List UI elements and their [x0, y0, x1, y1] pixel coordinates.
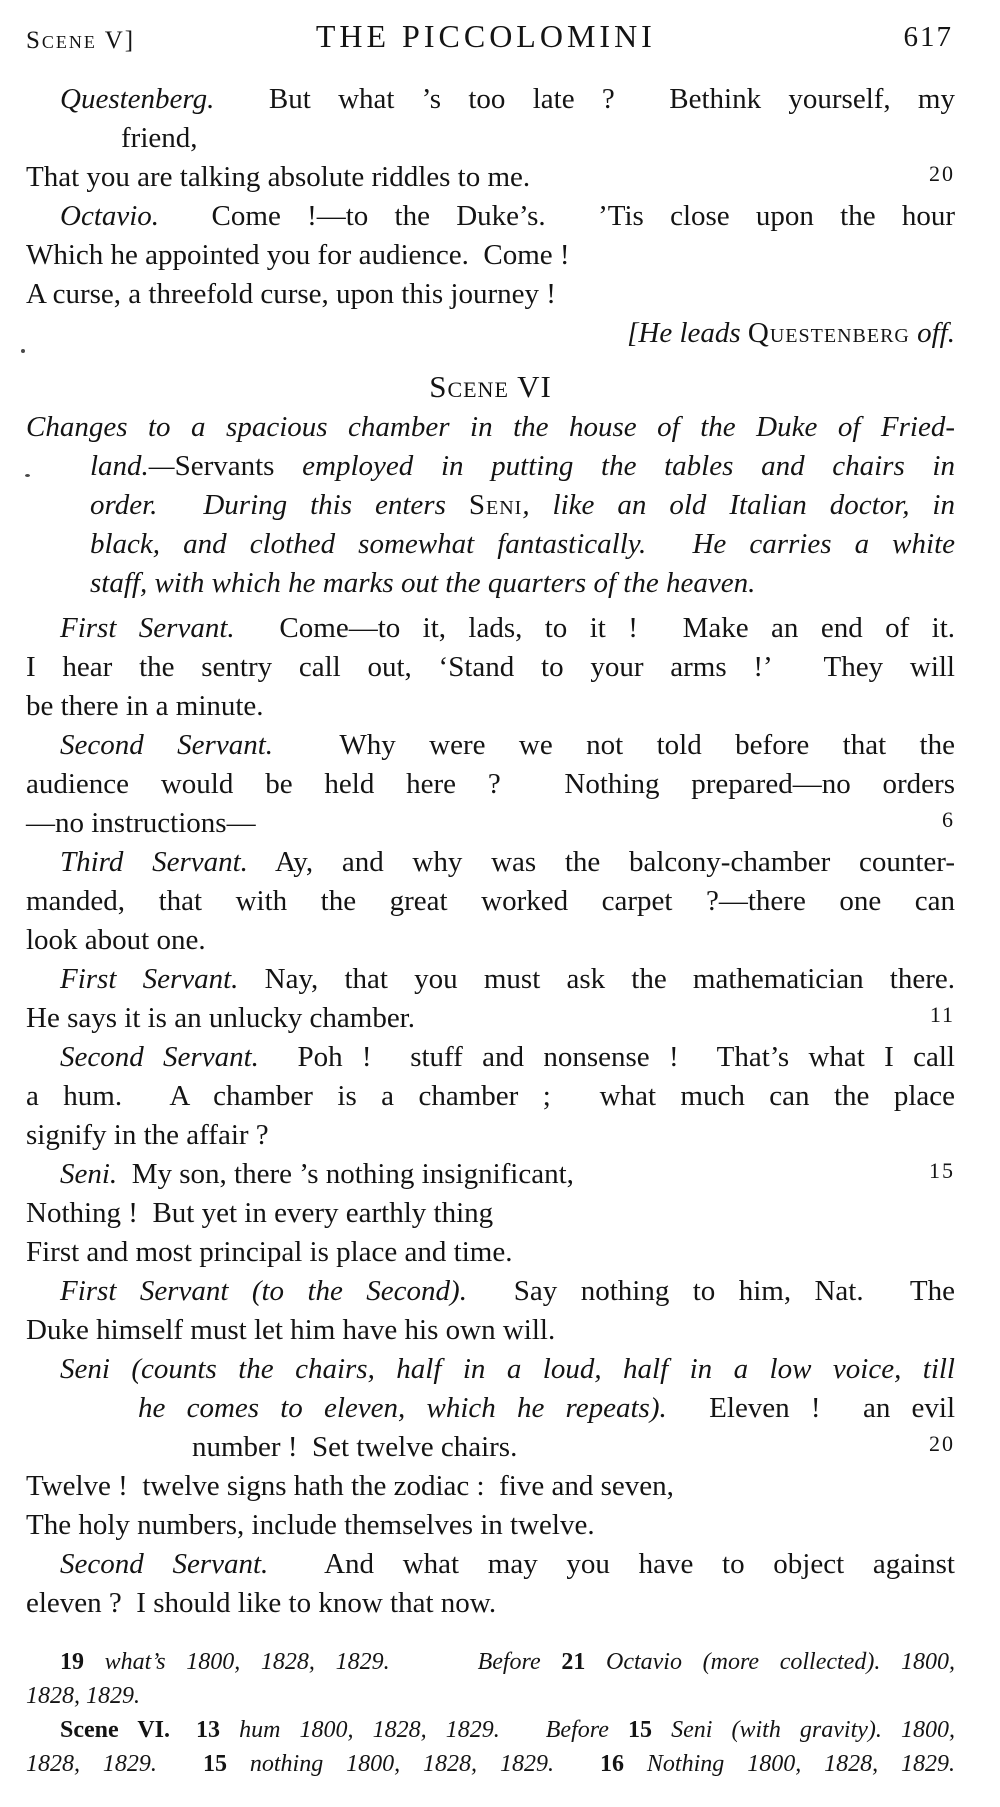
- critical-apparatus: [26, 1645, 955, 1781]
- verse-line: [26, 275, 955, 314]
- text-segment: First Servant.: [60, 612, 235, 644]
- text-segment: 16: [599, 1751, 647, 1777]
- text-segment: Third Servant.: [60, 846, 248, 878]
- text-segment: Second Servant.: [60, 1041, 259, 1073]
- verse-line-number: 6: [942, 807, 955, 832]
- play-text-block: [26, 80, 955, 1623]
- stage-direction-line: [90, 447, 955, 486]
- verse-line: [60, 609, 955, 648]
- footnote-gap: [390, 1668, 478, 1669]
- verse-line: [26, 1506, 955, 1545]
- verse-line: [26, 1077, 955, 1116]
- footnote-line: [26, 1747, 955, 1781]
- text-segment: Come—to it, lads, to it ! Make an end of it.: [234, 612, 955, 644]
- text-segment: 1828, 1829.: [26, 1751, 157, 1777]
- text-segment: First Servant.: [60, 963, 239, 995]
- text-segment: he comes to eleven, which he repeats).: [138, 1392, 667, 1424]
- stage-direction-line: [90, 486, 955, 525]
- footnote-gap: [554, 1770, 600, 1771]
- verse-line: [26, 999, 955, 1038]
- text-segment: Duke himself must let him have his own will.: [26, 1314, 556, 1346]
- verse-line: [60, 80, 955, 119]
- verse-line: [138, 1389, 955, 1428]
- text-segment: The holy numbers, include themselves in twelve.: [26, 1509, 595, 1541]
- text-segment: Twelve ! twelve signs hath the zodiac : five and seven,: [26, 1470, 674, 1502]
- text-segment: signify in the affair ?: [26, 1119, 269, 1151]
- page-number: 617: [903, 21, 953, 53]
- text-segment: nothing 1800, 1828, 1829.: [249, 1751, 554, 1777]
- text-segment: A curse, a threefold curse, upon this journey !: [26, 278, 556, 310]
- text-segment: Come !—to the Duke’s. ’Tis close upon the hour: [159, 200, 955, 232]
- text-segment: Ay, and why was the balcony-chamber counter-: [247, 846, 956, 878]
- text-segment: off.: [909, 317, 955, 349]
- verse-line: [60, 1038, 955, 1077]
- text-segment: Scene VI.: [60, 1717, 170, 1743]
- text-segment: 15: [202, 1751, 250, 1777]
- text-segment: look about one.: [26, 924, 206, 956]
- footnote-gap: [170, 1736, 196, 1737]
- verse-line: [60, 197, 955, 236]
- verse-line: [26, 1194, 955, 1233]
- verse-line-number: 20: [929, 161, 955, 186]
- stage-direction-line: [26, 408, 955, 447]
- text-segment: order. During this enters: [90, 489, 469, 521]
- text-segment: what’s 1800, 1828, 1829.: [104, 1649, 390, 1675]
- text-segment: number ! Set twelve chairs.: [192, 1431, 518, 1463]
- scan-speck: [21, 349, 25, 353]
- running-header: [26, 18, 955, 56]
- verse-line-number: 15: [929, 1158, 955, 1183]
- text-segment: Say nothing to him, Nat. The: [466, 1275, 955, 1307]
- text-segment: Octavio (more collected). 1800,: [606, 1649, 955, 1675]
- verse-line: [26, 648, 955, 687]
- verse-line: [26, 687, 955, 726]
- scan-speck: [25, 474, 30, 477]
- verse-line: [26, 1467, 955, 1506]
- text-segment: Nay, that you must ask the mathematician there.: [238, 963, 955, 995]
- text-segment: Seni.: [60, 1158, 118, 1190]
- text-segment: [He leads: [627, 317, 748, 349]
- verse-line: [60, 1272, 955, 1311]
- text-segment: Seni: [468, 489, 523, 521]
- text-segment: 1828, 1829.: [26, 1683, 140, 1709]
- verse-line: [60, 960, 955, 999]
- verse-line: [26, 804, 955, 843]
- text-segment: Questenberg.: [60, 83, 215, 115]
- text-segment: Which he appointed you for audience. Come !: [26, 239, 570, 271]
- text-segment: Eleven ! an evil: [666, 1392, 956, 1424]
- verse-line: [60, 1545, 955, 1584]
- text-segment: My son, there ’s nothing insignificant,: [117, 1158, 574, 1190]
- text-segment: I hear the sentry call out, ‘Stand to your arms !’ They will: [26, 651, 955, 683]
- page-title: THE PICCOLOMINI: [315, 18, 656, 54]
- text-segment: Octavio.: [60, 200, 160, 232]
- stage-direction-line: [90, 525, 955, 564]
- verse-line: [192, 1428, 955, 1467]
- stage-direction-line: [90, 564, 955, 603]
- text-segment: Seni (counts the chairs, half in a loud, half in a low voice, till: [60, 1353, 955, 1385]
- footnote-line: [60, 1645, 955, 1679]
- text-segment: Before: [477, 1649, 562, 1675]
- footnote-gap: [157, 1770, 203, 1771]
- text-segment: a hum. A chamber is a chamber ; what much can the place: [26, 1080, 955, 1112]
- text-segment: First and most principal is place and time.: [26, 1236, 513, 1268]
- text-segment: Poh ! stuff and nonsense ! That’s what I call: [258, 1041, 955, 1073]
- text-segment: That you are talking absolute riddles to me.: [26, 161, 531, 193]
- text-segment: —no instructions—: [26, 807, 256, 839]
- verse-line: [121, 119, 955, 158]
- text-segment: Second Servant.: [60, 1548, 269, 1580]
- text-segment: 21: [561, 1649, 606, 1675]
- footnote-gap: [500, 1736, 546, 1737]
- text-segment: Seni (with gravity). 1800,: [671, 1717, 956, 1743]
- text-segment: First Servant (to the Second).: [60, 1275, 467, 1307]
- text-segment: Nothing ! But yet in every earthly thing: [26, 1197, 494, 1229]
- verse-line: [26, 236, 955, 275]
- text-segment: hum 1800, 1828, 1829.: [239, 1717, 500, 1743]
- text-segment: 15: [627, 1717, 672, 1743]
- text-segment: Scene VI: [429, 369, 552, 404]
- verse-line-number: 20: [929, 1431, 955, 1456]
- text-segment: He says it is an unlucky chamber.: [26, 1002, 415, 1034]
- verse-line: [60, 1350, 955, 1389]
- text-segment: land.—: [90, 450, 175, 482]
- scene-heading: [26, 367, 955, 407]
- text-segment: Second Servant.: [60, 729, 274, 761]
- footnote-line: [60, 1713, 955, 1747]
- verse-line: [60, 843, 955, 882]
- text-segment: But what ’s too late ? Bethink yourself, my: [214, 83, 955, 115]
- verse-line: [26, 765, 955, 804]
- text-segment: employed in putting the tables and chairs in: [274, 450, 955, 482]
- text-segment: staff, with which he marks out the quarters of the heaven.: [90, 567, 756, 599]
- verse-line: [26, 882, 955, 921]
- text-segment: audience would be held here ? Nothing prepared—no orders: [26, 768, 955, 800]
- text-segment: friend,: [121, 122, 198, 154]
- footnote-line: [26, 1679, 955, 1713]
- text-segment: And what may you have to object against: [268, 1548, 955, 1580]
- verse-line: [26, 1233, 955, 1272]
- verse-line: [26, 1116, 955, 1155]
- verse-line: [26, 1311, 955, 1350]
- verse-line: [26, 1584, 955, 1623]
- text-segment: be there in a minute.: [26, 690, 264, 722]
- verse-line: [26, 921, 955, 960]
- text-segment: Nothing 1800, 1828, 1829.: [646, 1751, 956, 1777]
- text-segment: 19: [60, 1649, 105, 1675]
- running-header-scene-label: Scene V]: [26, 27, 136, 54]
- text-segment: Before: [545, 1717, 628, 1743]
- text-segment: Questenberg: [747, 317, 910, 349]
- text-segment: , like an old Italian doctor, in: [522, 489, 955, 521]
- stage-exit-line: [26, 314, 955, 353]
- text-segment: Changes to a spacious chamber in the house of the Duke of Fried-: [26, 411, 955, 443]
- text-segment: eleven ? I should like to know that now.: [26, 1587, 497, 1619]
- text-segment: 13: [196, 1717, 240, 1743]
- text-segment: Why were we not told before that the: [273, 729, 955, 761]
- text-segment: manded, that with the great worked carpet ?—there one can: [26, 885, 955, 917]
- verse-line: [60, 726, 955, 765]
- verse-line: [60, 1155, 955, 1194]
- verse-line-number: 11: [929, 1002, 955, 1027]
- text-segment: black, and clothed somewhat fantastically. He carries a white: [90, 528, 955, 560]
- verse-line: [26, 158, 955, 197]
- text-segment: Servants: [174, 450, 275, 482]
